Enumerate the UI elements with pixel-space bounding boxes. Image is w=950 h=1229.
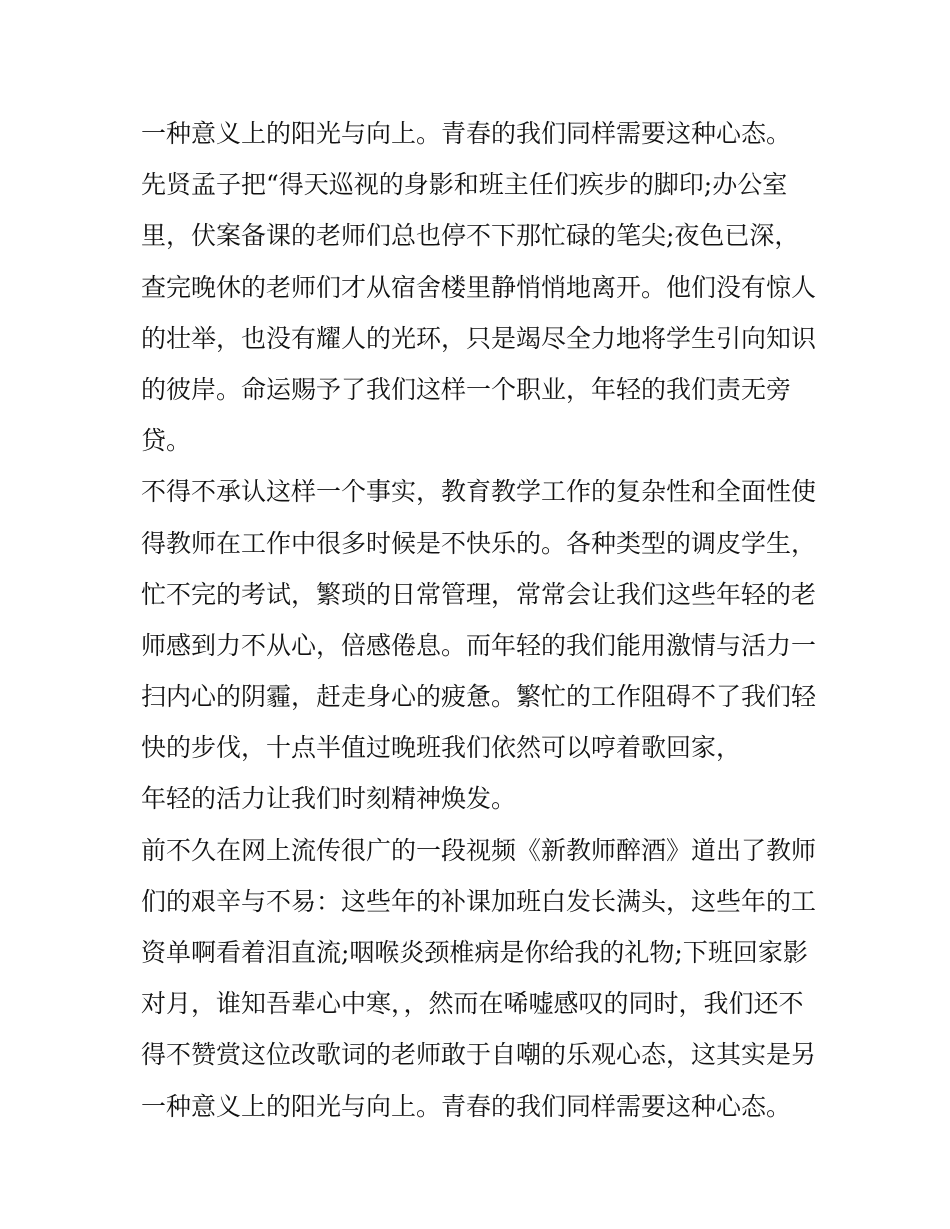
text-line: 先贤孟子把“得天巡视的身影和班主任们疾步的脚印;办公室	[141, 170, 788, 200]
text-line: 们的艰辛与不易：这些年的补课加班白发长满头，这些年的工	[141, 886, 817, 916]
text-line: 资单啊看着泪直流;咽喉炎颈椎病是你给我的礼物;下班回家影	[141, 938, 808, 967]
document-body	[141, 108, 821, 1132]
text-line: 查完晚休的老师们才从宿舍楼里静悄悄地离开。他们没有惊人	[141, 272, 817, 302]
text-line: 的彼岸。命运赐予了我们这样一个职业，年轻的我们责无旁	[141, 374, 792, 404]
text-line: 快的步伐，十点半值过晚班我们依然可以哼着歌回家，	[141, 733, 742, 763]
text-line: 得教师在工作中很多时候是不快乐的。各种类型的调皮学生，	[141, 528, 817, 558]
text-line: 前不久在网上流传很广的一段视频《新教师醉酒》道出了教师	[141, 835, 817, 865]
text-line: 得不赞赏这位改歌词的老师敢于自嘲的乐观心态，这其实是另	[141, 1040, 817, 1070]
text-line: 的壮举，也没有耀人的光环，只是竭尽全力地将学生引向知识	[141, 323, 817, 353]
text-line: 忙不完的考试，繁琐的日常管理，常常会让我们这些年轻的老	[141, 579, 817, 609]
text-line: 一种意义上的阳光与向上。青春的我们同样需要这种心态。	[141, 1091, 792, 1121]
text-line: 里，伏案备课的老师们总也停不下那忙碌的笔尖;夜色已深，	[141, 221, 800, 251]
text-line: 师感到力不从心，倍感倦息。而年轻的我们能用激情与活力一	[141, 630, 817, 660]
text-line: 年轻的活力让我们时刻精神焕发。	[141, 784, 517, 814]
text-line: 不得不承认这样一个事实，教育教学工作的复杂性和全面性使	[141, 477, 817, 507]
text-line: 扫内心的阴霾，赶走身心的疲惫。繁忙的工作阻碍不了我们轻	[141, 682, 817, 712]
text-line: 一种意义上的阳光与向上。青春的我们同样需要这种心态。	[141, 119, 792, 148]
text-line: 对月，谁知吾辈心中寒，，然而在唏嘘感叹的同时，我们还不	[141, 989, 804, 1019]
text-line: 贷。	[141, 426, 192, 456]
